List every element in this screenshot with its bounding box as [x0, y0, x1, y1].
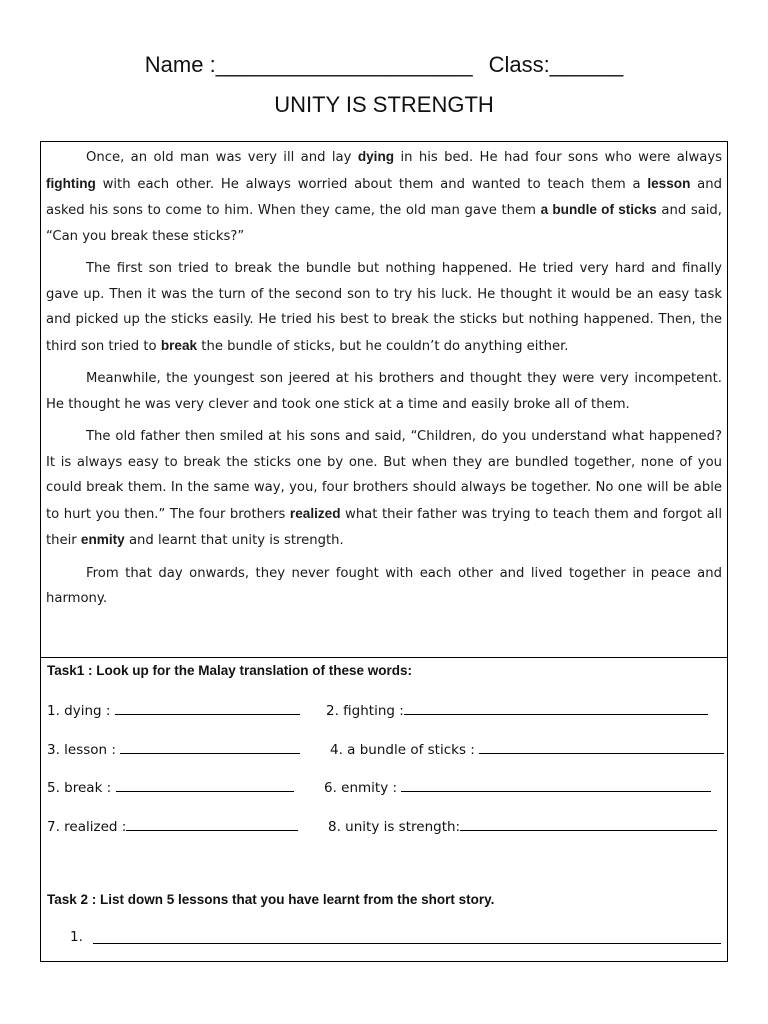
task2-title: Task 2 : List down 5 lessons that you have learnt from the short story.: [47, 892, 495, 907]
answer-blank[interactable]: [116, 777, 294, 792]
answer-blank[interactable]: [126, 816, 298, 831]
lesson-number-1: 1.: [70, 929, 83, 945]
class-field-label[interactable]: Class:______: [488, 52, 624, 77]
story-paragraph-2: The first son tried to break the bundle but nothing happened. He tried very hard and finally gave up. Then it was the turn of the second son to try his luck. He thought it would be an easy task and picked up the sticks easily. He tried his best to break the sticks but nothing happened. Then, the third son tried to break the bundle of sticks, but he couldn’t do anything either.: [46, 261, 722, 354]
keyword-bundle-of-sticks: a bundle of sticks: [540, 202, 657, 217]
worksheet-title: UNITY IS STRENGTH: [274, 92, 494, 117]
keyword-realized: realized: [289, 505, 341, 521]
name-field-label[interactable]: Name :_____________________: [144, 52, 473, 77]
task1-item-fighting: 2. fighting :: [326, 700, 708, 719]
task1-item-break: 5. break :: [47, 777, 294, 796]
keyword-lesson: lesson: [647, 175, 691, 191]
task1-row-2: [47, 739, 719, 761]
keyword-enmity: enmity: [80, 532, 125, 547]
task1-row-1: [47, 700, 719, 722]
name-class-line: [0, 52, 768, 78]
lesson-answer-line-1[interactable]: [93, 943, 721, 944]
task1-item-dying: 1. dying :: [47, 700, 300, 719]
task1-item-lesson: 3. lesson :: [47, 739, 300, 758]
story-text: [46, 144, 722, 619]
answer-blank[interactable]: [115, 700, 300, 715]
story-paragraph-5: From that day onwards, they never fought with each other and lived together in peace and harmony.: [46, 565, 722, 606]
story-paragraph-3: Meanwhile, the youngest son jeered at his brothers and thought they were very incompetent. He thought he was very clever and took one stick at a time and easily broke all of them.: [46, 371, 722, 412]
task1-title: Task1 : Look up for the Malay translation of these words:: [47, 663, 413, 678]
answer-blank[interactable]: [460, 816, 717, 831]
story-paragraph-4: The old father then smiled at his sons and said, “Children, do you understand what happened? It is always easy to break the sticks one by one. But when they are bundled together, none of you could break them. In the same way, you, four brothers should always be together. No one will be able to hurt you then.” The four brothers realized what their father was trying to teach them and forgot all their enmity and learnt that unity is strength.: [46, 429, 723, 548]
answer-blank[interactable]: [120, 739, 300, 754]
keyword-break: break: [160, 337, 198, 353]
task1-item-bundle-of-sticks: 4. a bundle of sticks :: [330, 739, 724, 758]
task1-row-4: [47, 816, 719, 838]
task1-item-unity-is-strength: 8. unity is strength:: [328, 816, 717, 835]
keyword-dying: dying: [357, 149, 395, 164]
task1-item-enmity: 6. enmity :: [324, 777, 711, 796]
task1-item-realized: 7. realized :: [47, 816, 298, 835]
answer-blank[interactable]: [401, 777, 711, 792]
answer-blank[interactable]: [404, 700, 708, 715]
answer-blank[interactable]: [479, 739, 724, 754]
story-paragraph-1: Once, an old man was very ill and lay dying in his bed. He had four sons who were always fighting with each other. He always worried about them and wanted to teach them a lesson and asked his sons to come to him. When they came, the old man gave them a bundle of sticks and said, “Can you break these sticks?”: [46, 149, 722, 244]
section-divider: [40, 657, 728, 658]
task1-row-3: [47, 777, 719, 799]
keyword-fighting: fighting: [46, 175, 96, 191]
